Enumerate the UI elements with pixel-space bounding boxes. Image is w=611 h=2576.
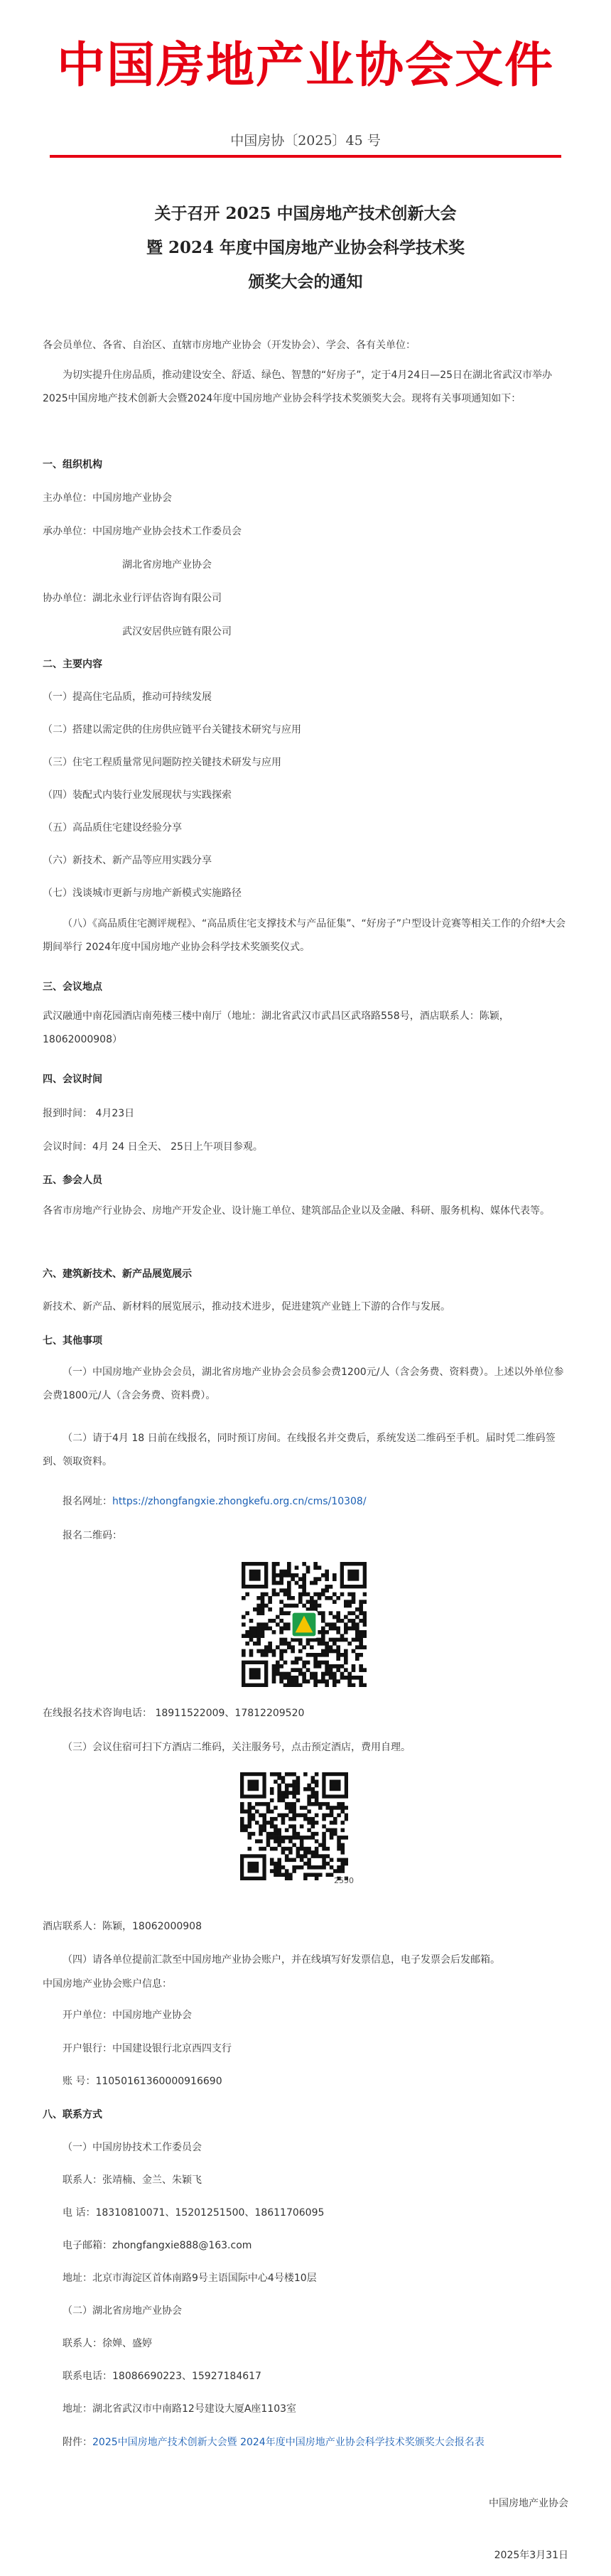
- attachment-link[interactable]: 2025中国房地产技术创新大会暨 2024年度中国房地产业协会科学技术奖颁奖大会报名表: [92, 2437, 485, 2448]
- host-value: 中国房地产业协会: [92, 492, 172, 504]
- contact-2-tel: 18086690223、15927184617: [112, 2371, 261, 2382]
- contact-1-email-label: 电子邮箱：: [63, 2240, 112, 2251]
- attachment-row: [63, 2435, 485, 2449]
- title-line-2: 暨 2024 年度中国房地产业协会科学技术奖: [146, 238, 465, 257]
- section-4-heading: 四、会议时间: [43, 1074, 102, 1085]
- contact-org-1: （一）中国房协技术工作委员会: [63, 2142, 202, 2153]
- contact-2-person-label: 联系人：: [63, 2338, 102, 2349]
- contact-2-person: 徐婵、盛婷: [102, 2338, 152, 2349]
- consult-phone: 在线报名技术咨询电话： 18911522009、17812209520: [43, 1708, 305, 1719]
- contact-2-address-label: 地址：: [63, 2403, 92, 2415]
- contact-2-address-row: [63, 2401, 296, 2415]
- section-7-heading: 七、其他事项: [43, 1335, 102, 1347]
- contact-1-address: 北京市海淀区首体南路9号主语国际中心4号楼10层: [92, 2273, 317, 2284]
- contact-2-tel-label: 联系电话：: [63, 2371, 112, 2382]
- fee-text: （一）中国房地产业协会会员，湖北省房地产业协会会员参会费1200元/人（含会务费、资料费）。上述以外单位参会费1800元/人（含会务费、资料费）。: [43, 1367, 564, 1401]
- account-name-row: [63, 2008, 192, 2022]
- footer-org: 中国房地产业协会: [489, 2498, 568, 2509]
- content-item: （二）搭建以需定供的住房供应链平台关键技术研究与应用: [43, 724, 301, 735]
- section-2-heading: 二、主要内容: [43, 659, 102, 670]
- undertake-value-2: 湖北省房地产业协会: [122, 559, 212, 571]
- intro-paragraph: 为切实提升住房品质，推动建设安全、舒适、绿色、智慧的“好房子”，定于4月24日—25日在湖北省武汉市举办2025中国房地产技术创新大会暨2024年度中国房地产业协会科学技术奖颁奖大会。现将有关事项通知如下：: [43, 370, 553, 404]
- meeting-time: 会议时间：4月 24 日全天、 25日上午项目参观。: [43, 1141, 263, 1153]
- registration-qr-svg: [242, 1562, 367, 1687]
- account-number-value: 11050161360000916690: [95, 2076, 222, 2087]
- attachment-label: 附件：: [63, 2437, 92, 2448]
- account-intro: 中国房地产业协会账户信息：: [43, 1978, 172, 1990]
- account-name-label: 开户单位：: [63, 2010, 112, 2021]
- contact-1-tel-label: 电 话：: [63, 2207, 96, 2219]
- venue-text: 武汉融通中南花园酒店南苑楼三楼中南厅（地址：湖北省武汉市武昌区武珞路558号，酒店联系人：陈颖，18062000908）: [43, 1011, 509, 1045]
- contact-2-person-row: [63, 2336, 152, 2350]
- contact-1-person-label: 联系人：: [63, 2174, 102, 2186]
- section-3-heading: 三、会议地点: [43, 981, 102, 993]
- account-number-label: 账 号：: [63, 2076, 96, 2087]
- bank-label: 开户银行：: [63, 2043, 112, 2054]
- invoice-text: （四）请各单位提前汇款至中国房地产业协会账户，并在线填写好发票信息，电子发票会后发邮箱。: [63, 1954, 500, 1966]
- assist-row: [43, 591, 222, 605]
- undertake-value-1: 中国房地产业协会技术工作委员会: [92, 526, 242, 537]
- content-item: （六）新技术、新产品等应用实践分享: [43, 855, 212, 866]
- hotel-contact: 酒店联系人：陈颖，18062000908: [43, 1921, 202, 1932]
- contact-org-2: （二）湖北省房地产业协会: [63, 2305, 182, 2317]
- content-item: （七）浅谈城市更新与房地产新模式实施路径: [43, 888, 242, 899]
- exhibition-text: 新技术、新产品、新材料的展览展示，推动技术进步，促进建筑产业链上下游的合作与发展。: [43, 1301, 450, 1313]
- undertake-row: [43, 524, 242, 538]
- section-6-heading: 六、建筑新技术、新产品展览展示: [43, 1268, 192, 1280]
- section-1-heading: 一、组织机构: [43, 459, 102, 470]
- assist-value-1: 湖北永业行评估咨询有限公司: [92, 593, 222, 604]
- content-item: （一）提高住宅品质，推动可持续发展: [43, 691, 212, 703]
- hotel-qr-svg: [240, 1772, 348, 1880]
- register-link-label: 报名网址：: [63, 1496, 112, 1507]
- bank-value: 中国建设银行北京西四支行: [112, 2043, 232, 2054]
- content-item: （五）高品质住宅建设经验分享: [43, 822, 182, 834]
- contact-1-tel: 18310810071、15201251500、18611706095: [95, 2207, 325, 2219]
- contact-1-address-label: 地址：: [63, 2273, 92, 2284]
- title-line-1: 关于召开 2025 中国房地产技术创新大会: [154, 204, 457, 223]
- contact-2-tel-row: [63, 2368, 261, 2383]
- bank-row: [63, 2041, 232, 2055]
- host-label: 主办单位：: [43, 492, 92, 504]
- contact-1-email-row: [63, 2238, 252, 2252]
- content-item-8: （八）《高品质住宅测评规程》、“高品质住宅支撑技术与产品征集”、“好房子”户型设计竞赛等相关工作的介绍*大会期间举行 2024年度中国房地产业协会科学技术奖颁奖仪式。: [43, 918, 566, 953]
- salutation: 各会员单位、各省、自治区、直辖市房地产业协会（开发协会）、学会、各有关单位：: [43, 340, 416, 351]
- register-time: 报到时间： 4月23日: [43, 1108, 135, 1119]
- contact-1-tel-row: [63, 2205, 324, 2219]
- account-name-value: 中国房地产业协会: [112, 2010, 192, 2021]
- contact-1-email[interactable]: zhongfangxie888@163.com: [112, 2240, 252, 2251]
- account-number-row: [63, 2074, 222, 2088]
- document-number: 中国房协〔2025〕45 号: [230, 133, 381, 149]
- section-5-heading: 五、参会人员: [43, 1175, 102, 1186]
- contact-2-address: 湖北省武汉市中南路12号建设大厦A座1103室: [92, 2403, 297, 2415]
- masthead-title: 中国房地产业协会文件: [56, 37, 554, 94]
- title-line-3: 颁奖大会的通知: [248, 272, 363, 291]
- footer-date: 2025年3月31日: [494, 2550, 568, 2561]
- hotel-qr-caption: 2550: [334, 1876, 354, 1885]
- assist-value-2: 武汉安居供应链有限公司: [122, 626, 232, 637]
- registration-qr-code[interactable]: [242, 1562, 367, 1687]
- register-link-row: [63, 1494, 367, 1508]
- contact-1-person: 张靖楠、金兰、朱颖飞: [102, 2174, 202, 2186]
- registration-text: （二）请于4月 18 日前在线报名，同时预订房间。在线报名并交费后，系统发送二维码至手机。届时凭二维码签到、领取资料。: [43, 1433, 556, 1467]
- undertake-label: 承办单位：: [43, 526, 92, 537]
- register-link[interactable]: https://zhongfangxie.zhongkefu.org.cn/cms/10308/: [112, 1496, 367, 1507]
- host-row: [43, 490, 172, 505]
- red-divider: [50, 155, 561, 158]
- hotel-note: （三）会议住宿可扫下方酒店二维码，关注服务号，点击预定酒店，费用自理。: [63, 1742, 411, 1753]
- qr1-label: 报名二维码：: [63, 1530, 122, 1541]
- section-8-heading: 八、联系方式: [43, 2109, 102, 2120]
- assist-label: 协办单位：: [43, 593, 92, 604]
- content-item: （四）装配式内装行业发展现状与实践探索: [43, 789, 232, 801]
- attendees-text: 各省市房地产行业协会、房地产开发企业、设计施工单位、建筑部品企业以及金融、科研、服务机构、媒体代表等。: [43, 1205, 550, 1217]
- contact-1-address-row: [63, 2270, 317, 2285]
- content-item: （三）住宅工程质量常见问题防控关键技术研发与应用: [43, 757, 281, 768]
- contact-1-person-row: [63, 2172, 202, 2187]
- hotel-qr-code[interactable]: [240, 1772, 348, 1880]
